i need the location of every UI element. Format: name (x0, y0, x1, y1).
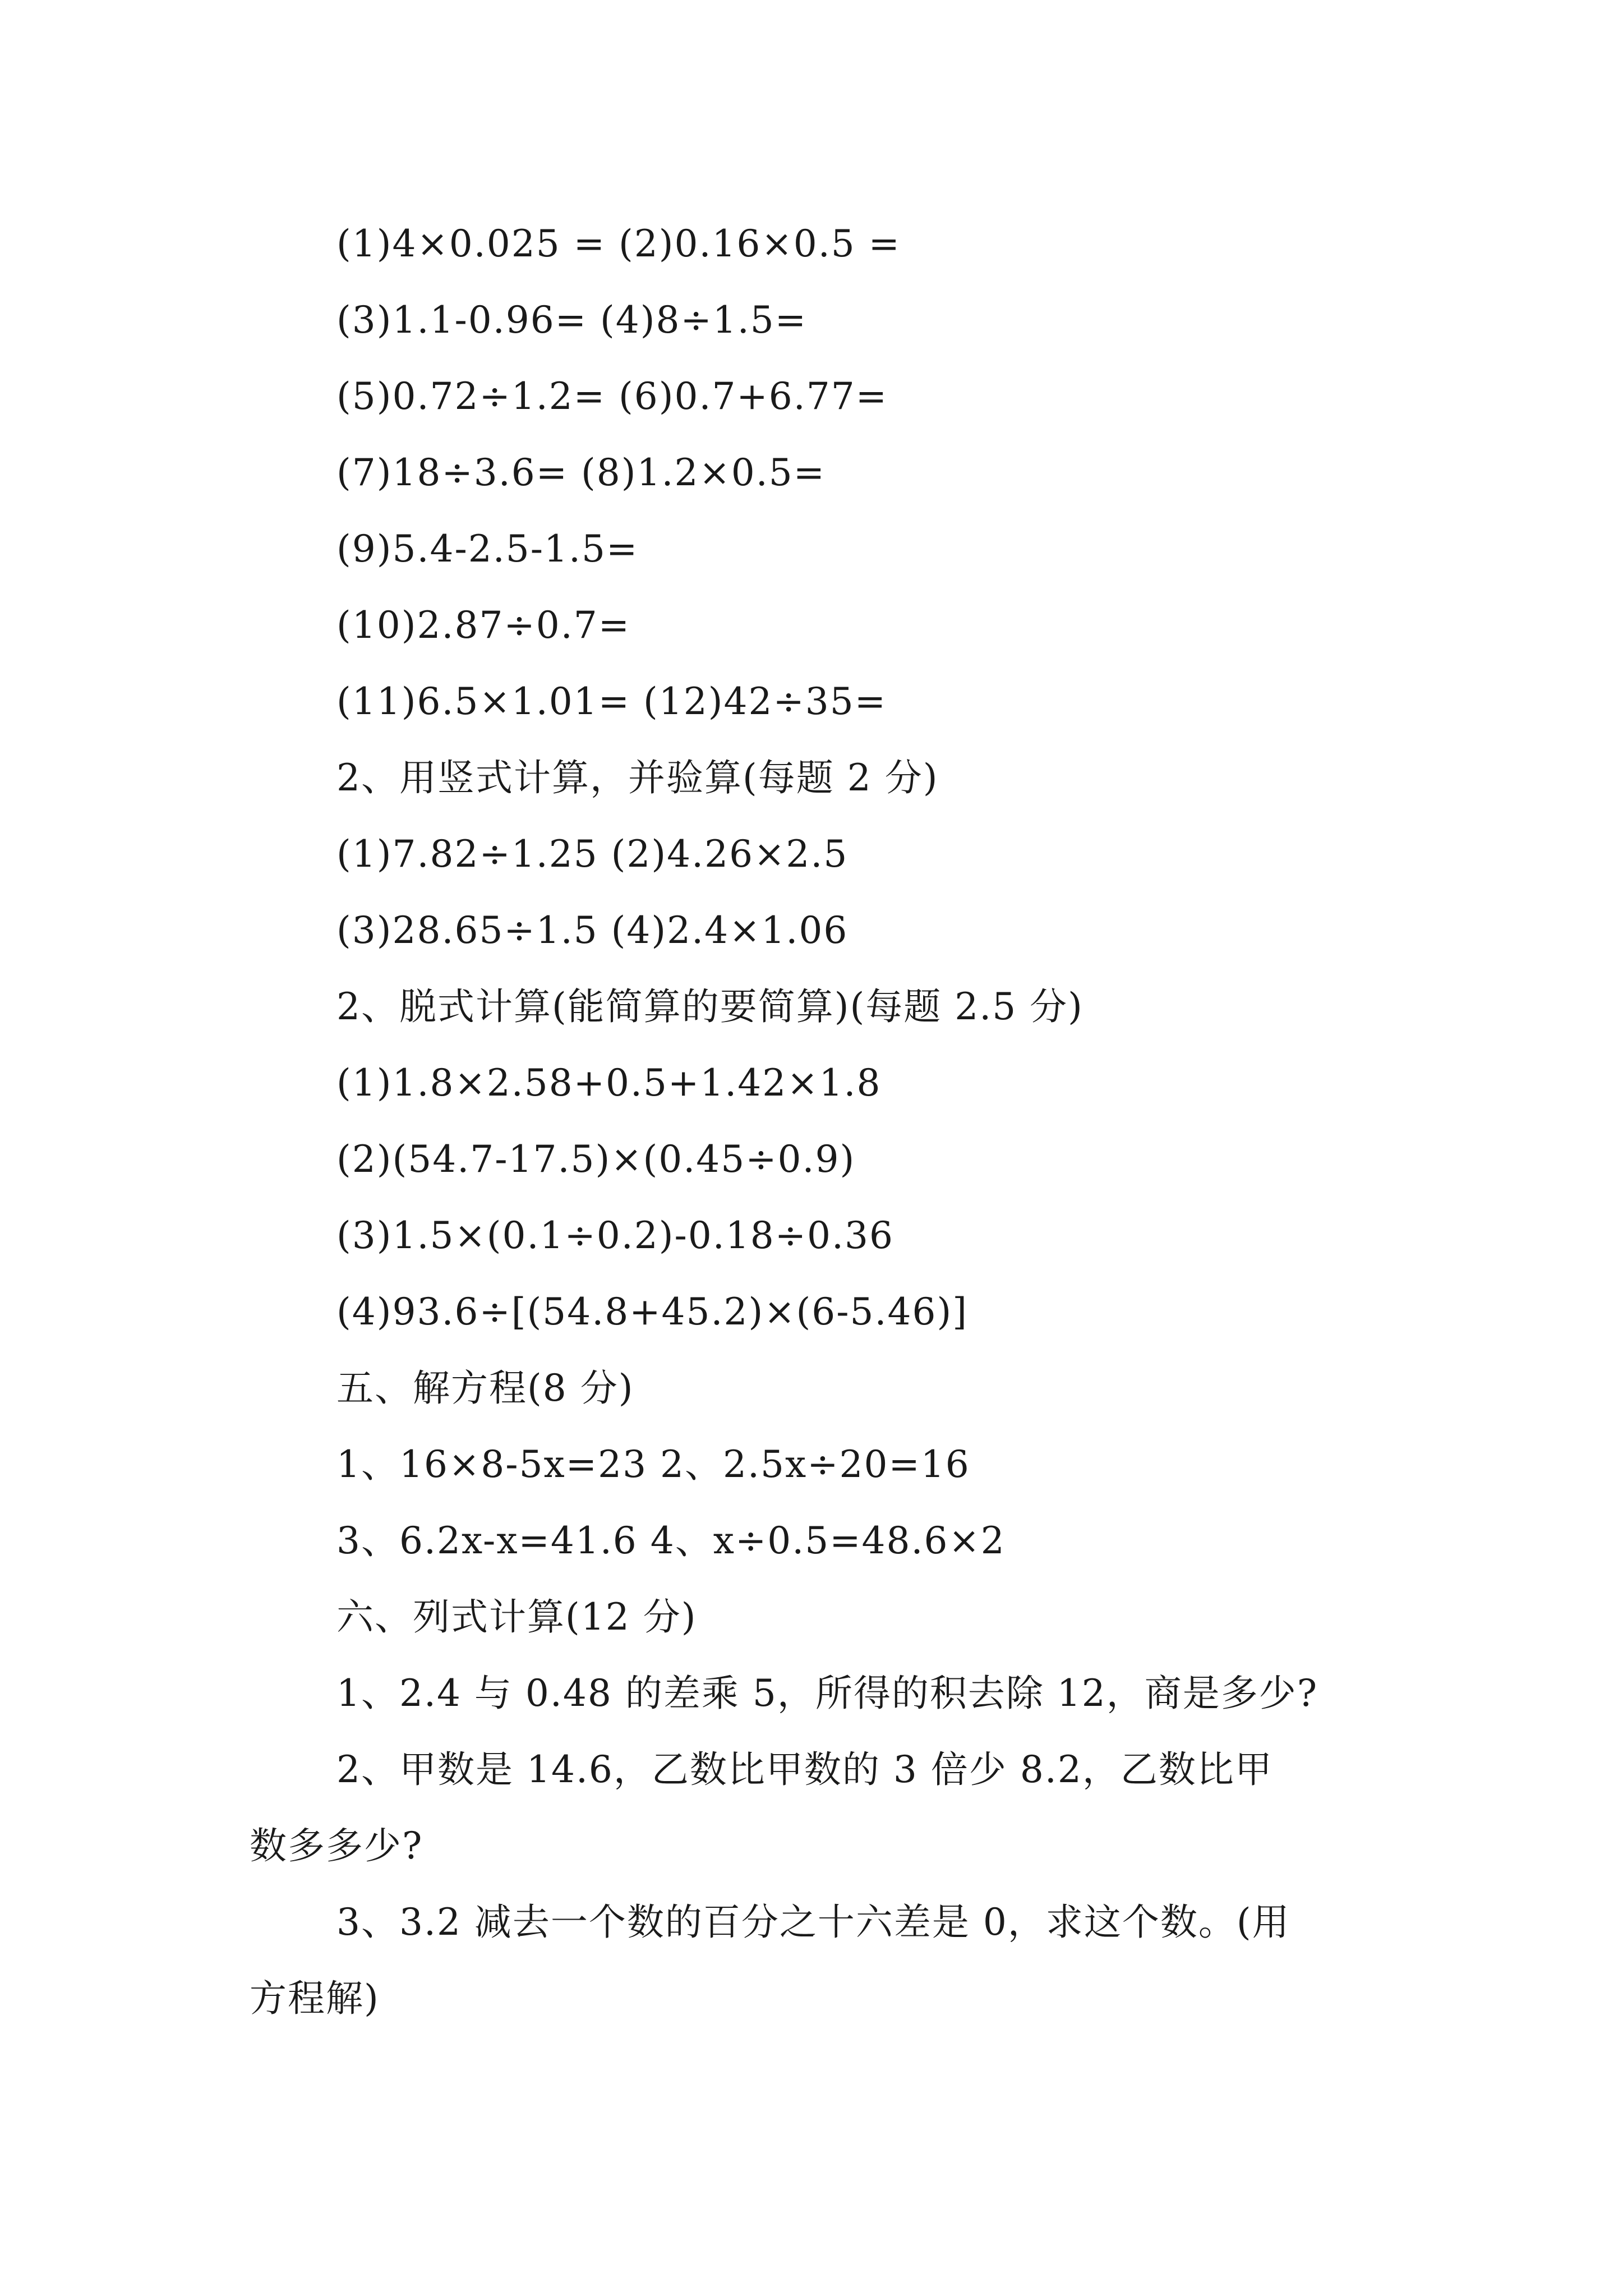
word-problem-2-continued: 数多多少? (250, 1824, 423, 1867)
word-problem-3-continued: 方程解) (250, 1977, 380, 2020)
section-heading-expressions: 六、列式计算(12 分) (336, 1595, 697, 1639)
exercise-line-15: 3、6.2x-x=41.6 4、x÷0.5=48.6×2 (336, 1519, 1006, 1562)
exercise-line-7: (11)6.5×1.01= (12)42÷35= (336, 680, 887, 723)
exercise-line-2: (3)1.1-0.96= (4)8÷1.5= (336, 298, 808, 342)
section-heading-equations: 五、解方程(8 分) (336, 1366, 634, 1410)
section-heading-vertical-calc: 2、用竖式计算，并验算(每题 2 分) (336, 756, 939, 799)
word-problem-3: 3、3.2 减去一个数的百分之十六差是 0，求这个数。(用 (336, 1901, 1290, 1944)
exercise-line-9: (3)28.65÷1.5 (4)2.4×1.06 (336, 909, 849, 952)
section-heading-step-calc: 2、脱式计算(能简算的要简算)(每题 2.5 分) (336, 985, 1083, 1028)
exercise-line-12: (3)1.5×(0.1÷0.2)-0.18÷0.36 (336, 1214, 894, 1257)
exercise-line-6: (10)2.87÷0.7= (336, 604, 630, 647)
exercise-line-13: (4)93.6÷[(54.8+45.2)×(6-5.46)] (336, 1290, 968, 1333)
exercise-line-8: (1)7.82÷1.25 (2)4.26×2.5 (336, 832, 849, 876)
exercise-line-11: (2)(54.7-17.5)×(0.45÷0.9) (336, 1138, 856, 1181)
exercise-line-3: (5)0.72÷1.2= (6)0.7+6.77= (336, 375, 888, 418)
exercise-line-14: 1、16×8-5x=23 2、2.5x÷20=16 (336, 1443, 970, 1486)
exercise-line-5: (9)5.4-2.5-1.5= (336, 527, 639, 570)
word-problem-1: 1、2.4 与 0.48 的差乘 5，所得的积去除 12，商是多少? (336, 1672, 1318, 1715)
exercise-line-4: (7)18÷3.6= (8)1.2×0.5= (336, 451, 826, 494)
word-problem-2: 2、甲数是 14.6，乙数比甲数的 3 倍少 8.2，乙数比甲 (336, 1748, 1273, 1791)
exercise-line-10: (1)1.8×2.58+0.5+1.42×1.8 (336, 1061, 882, 1105)
exercise-line-1: (1)4×0.025 = (2)0.16×0.5 = (336, 222, 901, 265)
